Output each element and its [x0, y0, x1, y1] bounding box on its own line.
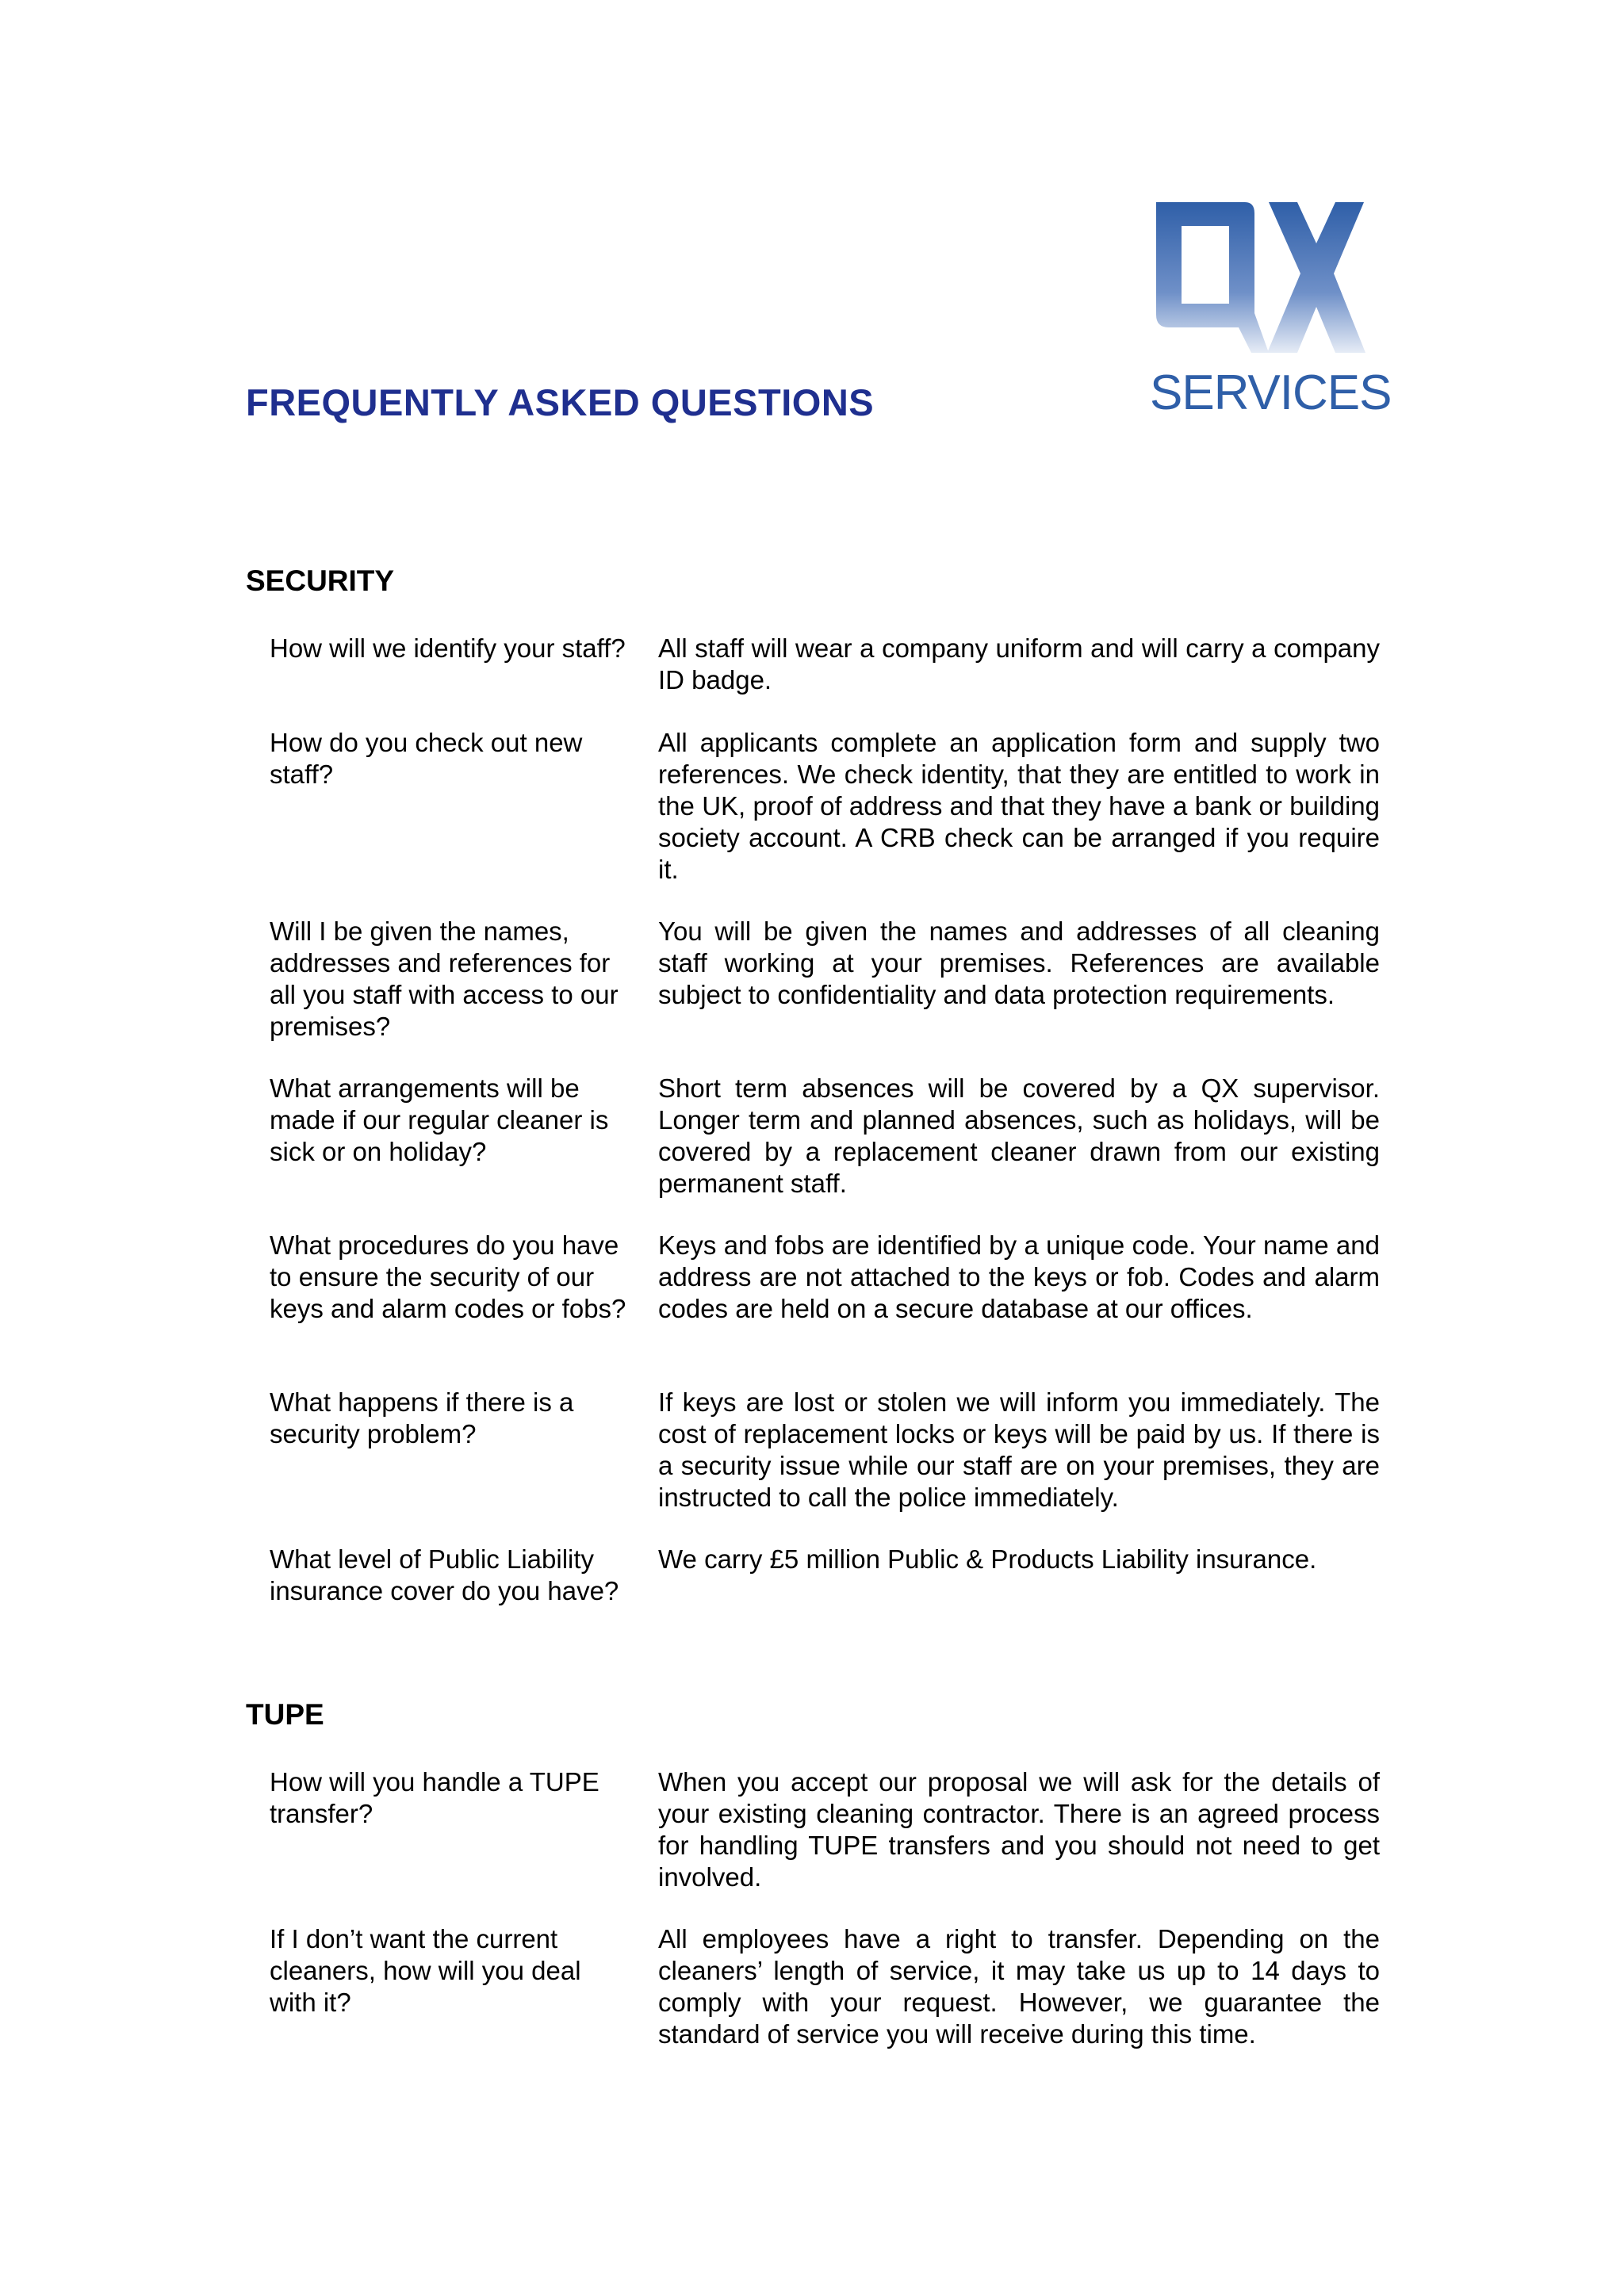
section-heading-tupe: TUPE [246, 1698, 324, 1731]
qx-logo-mark [1150, 194, 1372, 365]
section-heading-security: SECURITY [246, 564, 395, 597]
faq-answer: When you accept our proposal we will ask for the details of your existing cleaning contractor. There is an agreed process for handling TUPE transfers and you should not need to get involved. [658, 1767, 1380, 1892]
faq-question: Will I be given the names, addresses and references for all you staff with access to our premises? [270, 916, 619, 1041]
faq-question: If I don’t want the current cleaners, how will you deal with it? [270, 1924, 581, 2017]
qx-services-logo [1150, 194, 1392, 424]
faq-answer: All employees have a right to transfer. Depending on the cleaners’ length of service, it may take us up to 14 days to comply with your request. However, we guarantee the standard of service you will receive during this time. [658, 1924, 1380, 2049]
page-title: FREQUENTLY ASKED QUESTIONS [246, 381, 875, 423]
faq-question: What level of Public Liability insurance cover do you have? [270, 1544, 619, 1605]
faq-answer: Keys and fobs are identified by a unique code. Your name and address are not attached to the keys or fob. Codes and alarm codes are held on a secure database at our offices. [658, 1230, 1380, 1323]
faq-answer: If keys are lost or stolen we will inform you immediately. The cost of replacement locks or keys will be paid by us. If there is a security issue while our staff are on your premises, they are instructed to call the police immediately. [658, 1387, 1380, 1512]
faq-answer: Short term absences will be covered by a QX supervisor. Longer term and planned absences, such as holidays, will be covered by a replacement cleaner drawn from our existing permanent staff. [658, 1073, 1380, 1198]
faq-answer: All staff will wear a company uniform and will carry a company ID badge. [658, 633, 1380, 695]
faq-question: What procedures do you have to ensure the security of our keys and alarm codes or fobs? [270, 1230, 626, 1323]
faq-question: How do you check out new staff? [270, 728, 583, 789]
faq-question: How will you handle a TUPE transfer? [270, 1767, 599, 1828]
faq-question: How will we identify your staff? [270, 633, 626, 663]
faq-question: What arrangements will be made if our regular cleaner is sick or on holiday? [270, 1073, 609, 1166]
faq-answer: All applicants complete an application form and supply two references. We check identity, that they are entitled to work in the UK, proof of address and that they have a bank or building society account. A CRB check can be arranged if you require it. [658, 728, 1380, 884]
logo-wordmark: SERVICES [1150, 365, 1392, 420]
faq-answer: You will be given the names and addresses of all cleaning staff working at your premises. References are available subject to confidentiality and data protection requirements. [658, 916, 1380, 1009]
faq-question: What happens if there is a security problem? [270, 1387, 574, 1448]
faq-answer: We carry £5 million Public & Products Liability insurance. [658, 1544, 1317, 1574]
